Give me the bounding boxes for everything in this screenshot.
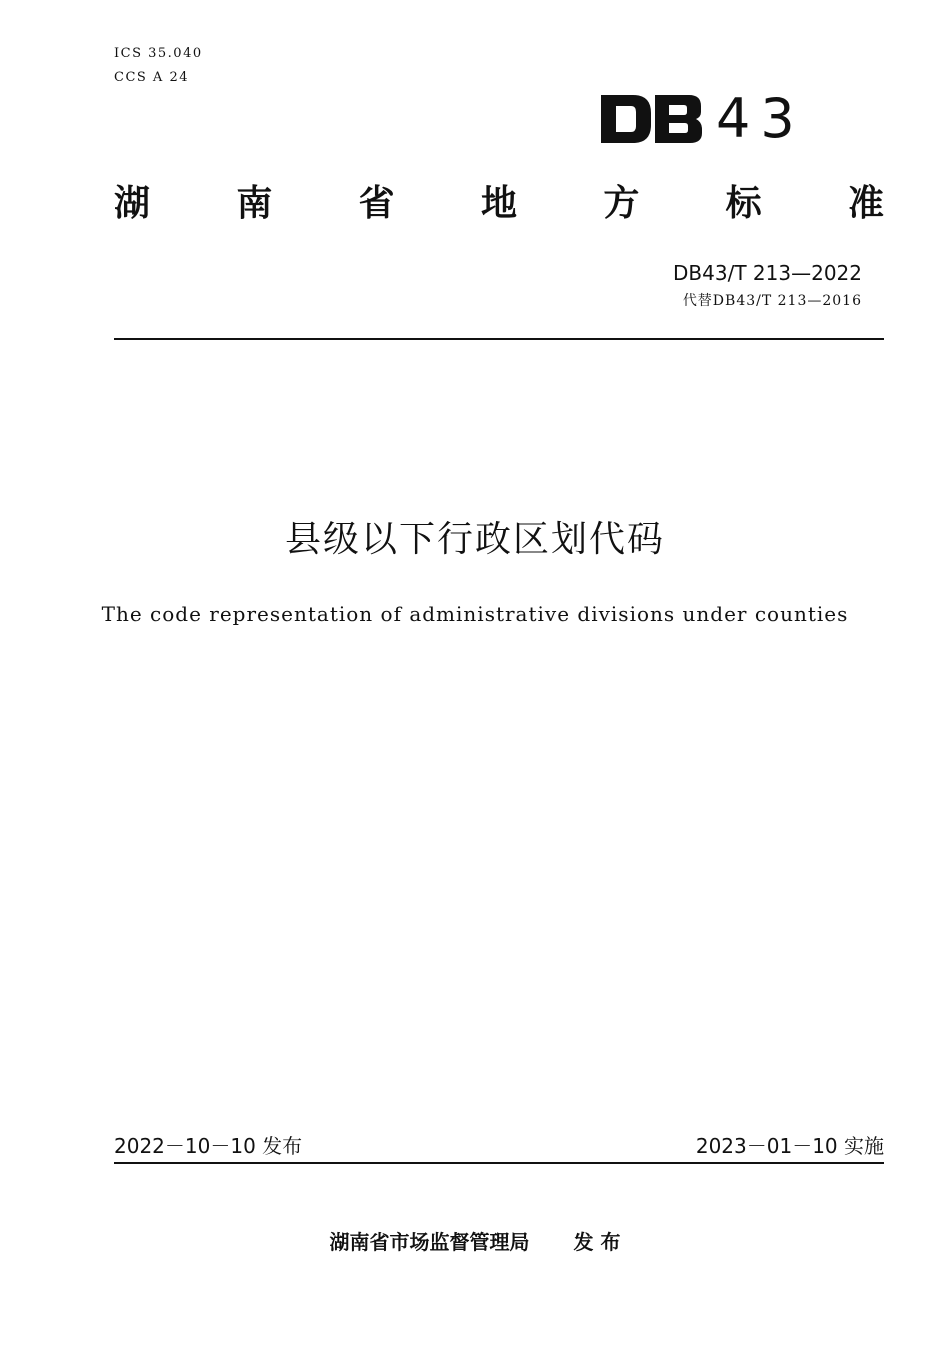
issue-date: 2022－10－10 发布 [114,1134,303,1158]
ics-code: ICS 35.040 [114,46,203,61]
standard-type-char: 湖 [114,183,151,224]
standard-type-char: 省 [358,183,395,224]
standard-type-char: 标 [725,183,762,224]
standard-type-char: 地 [480,183,517,224]
province-code-number: 43 [716,87,805,150]
replaces-standard: 代替DB43/T 213—2016 [682,293,862,309]
standard-type-char: 方 [603,183,640,224]
standard-type-char: 准 [847,183,884,224]
db-logo [601,95,702,143]
standard-type-heading [114,180,884,228]
db-logo-letters [601,95,702,143]
ccs-code: CCS A 24 [114,70,189,85]
document-title-cn: 县级以下行政区划代码 [284,519,665,560]
publisher-line [0,1228,950,1256]
document-title-en: The code representation of administrative divisions under counties [101,602,849,626]
standard-code: DB43/T 213—2022 [673,261,862,285]
divider-top [114,338,884,340]
implementation-date: 2023－01－10 实施 [695,1134,884,1158]
publisher-org: 湖南省市场监督管理局 [329,1230,530,1254]
divider-bottom [114,1162,884,1164]
standard-type-char: 南 [236,183,273,224]
publisher-action: 发 布 [573,1230,621,1254]
